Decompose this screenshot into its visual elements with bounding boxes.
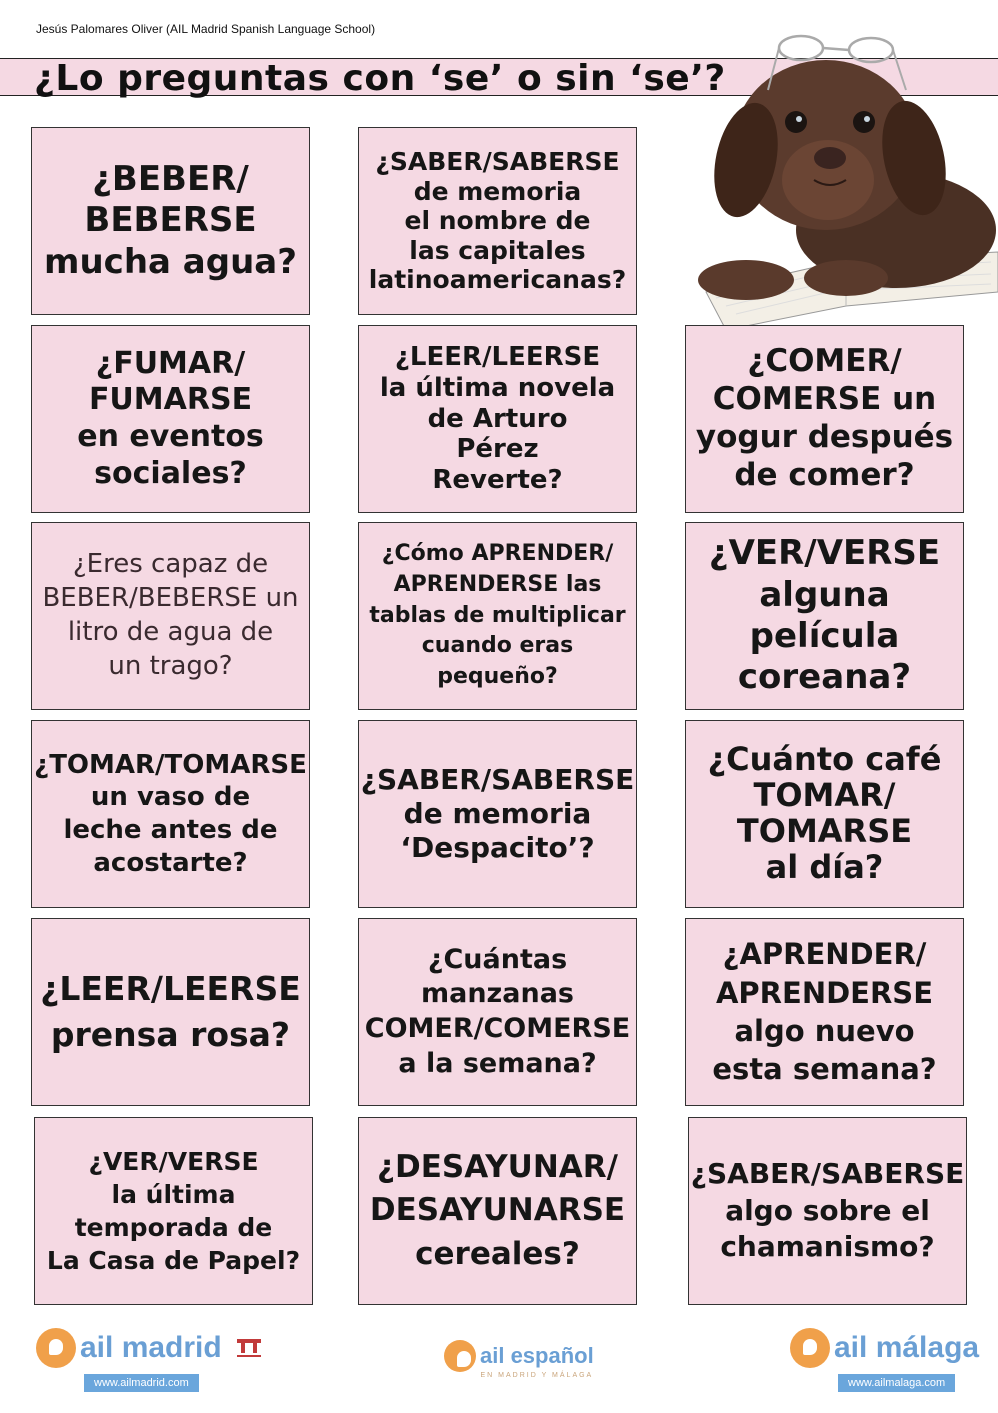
ail-espanol-logo: ail español EN MADRID Y MÁLAGA [444,1340,594,1379]
ail-malaga-url: www.ailmalaga.com [838,1374,955,1392]
speech-bubble-icon [36,1328,76,1368]
question-card: ¿Eres capaz de BEBER/BEBERSE un litro de agua de un trago? [31,522,310,710]
question-card: ¿SABER/SABERSE de memoria el nombre de las capitales latinoamericanas? [358,127,637,315]
question-card: ¿Cómo APRENDER/ APRENDERSE las tablas de multiplicar cuando eras pequeño? [358,522,637,710]
instituto-cervantes-icon [235,1335,263,1361]
speech-bubble-icon [790,1328,830,1368]
question-card: ¿Cuánto café TOMAR/ TOMARSE al día? [685,720,964,908]
question-card: ¿APRENDER/ APRENDERSE algo nuevo esta semana? [685,918,964,1106]
speech-bubble-icon [444,1340,476,1372]
ail-madrid-logo: ail madrid www.ailmadrid.com [36,1328,263,1392]
question-card: ¿FUMAR/ FUMARSE en eventos sociales? [31,325,310,513]
question-card: ¿Cuántas manzanas COMER/COMERSE a la semana? [358,918,637,1106]
puppy-reading-illustration [596,30,998,330]
question-card: ¿DESAYUNAR/ DESAYUNARSE cereales? [358,1117,637,1305]
question-card: ¿SABER/SABERSE de memoria ‘Despacito’? [358,720,637,908]
ail-madrid-url: www.ailmadrid.com [84,1374,199,1392]
question-card: ¿LEER/LEERSE prensa rosa? [31,918,310,1106]
page-title: ¿Lo preguntas con ‘se’ o sin ‘se’? [34,58,726,99]
question-card: ¿COMER/ COMERSE un yogur después de comer? [685,325,964,513]
question-card: ¿TOMAR/TOMARSE un vaso de leche antes de acostarte? [31,720,310,908]
question-card: ¿VER/VERSE alguna película coreana? [685,522,964,710]
question-card: ¿LEER/LEERSE la última novela de Arturo Pérez Reverte? [358,325,637,513]
ail-malaga-logo: ail málaga www.ailmalaga.com [790,1328,979,1392]
question-card: ¿BEBER/ BEBERSE mucha agua? [31,127,310,315]
question-card: ¿SABER/SABERSE algo sobre el chamanismo? [688,1117,967,1305]
author-credit: Jesús Palomares Oliver (AIL Madrid Spanish Language School) [36,22,376,36]
question-card: ¿VER/VERSE la última temporada de La Casa de Papel? [34,1117,313,1305]
